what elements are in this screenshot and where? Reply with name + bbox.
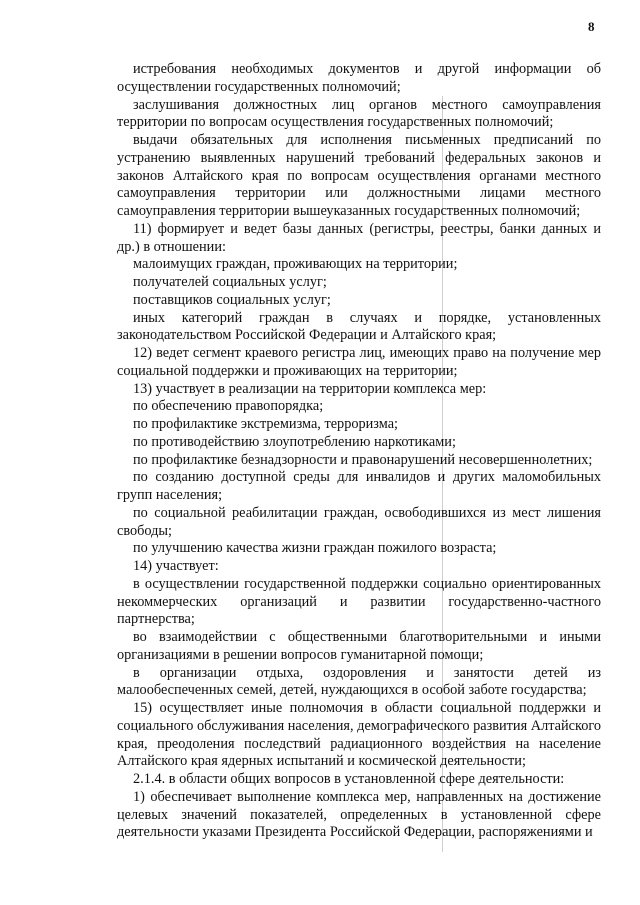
paragraph: по обеспечению правопорядка; (133, 398, 324, 415)
paragraph: по улучшению качества жизни граждан пожилого возраста; (133, 540, 497, 557)
paragraph: по противодействию злоупотреблению наркотиками; (133, 433, 456, 450)
paragraph: выдачи обязательных для исполнения письменных предписаний по устранению выявленных нарушений требований федеральных законов и законов Алтайского края по вопросам осуществления органами местного самоуправления территории или должностными лицами местного самоуправления территории вышеуказанных государственных полномочий; (117, 132, 601, 219)
paragraph: 13) участвует в реализации на территории комплекса мер: (133, 380, 487, 397)
paragraph: по профилактике экстремизма, терроризма; (133, 416, 399, 432)
paragraph: 11) формирует и ведет базы данных (регистры, реестры, банки данных и др.) в отношении: (117, 220, 601, 255)
paragraph: заслушивания должностных лиц органов местного самоуправления территории по вопросам осуществления государственных полномочий; (117, 96, 601, 131)
paragraph: поставщиков социальных услуг; (133, 291, 331, 308)
paragraph: по созданию доступной среды для инвалидов и других маломобильных групп населения; (117, 469, 601, 503)
paragraph: получателей социальных услуг; (133, 274, 327, 290)
paragraph: 15) осуществляет иные полномочия в области социальной поддержки и социального обслуживания населения, демографического развития Алтайского края, преодоления последствий радиационного воздействия на население Алтайского края ядерных испытаний и космической деятельности; (117, 700, 601, 770)
paragraph: иных категорий граждан в случаях и порядке, установленных законодательством Российской Федерации и Алтайского края; (117, 309, 601, 344)
page-number: 8 (588, 19, 595, 34)
paragraph: в осуществлении государственной поддержки социально ориентированных некоммерческих организаций и развитии государственно-частного партнерства; (117, 575, 601, 628)
paragraph: по социальной реабилитации граждан, освободившихся из мест лишения свободы; (117, 504, 601, 539)
paragraph: во взаимодействии с общественными благотворительными и иными организациями в решении вопросов гуманитарной помощи; (117, 629, 601, 663)
paragraph: 2.1.4. в области общих вопросов в установленной сфере деятельности: (133, 771, 565, 787)
paragraph: малоимущих граждан, проживающих на территории; (133, 256, 458, 273)
paragraph: истребования необходимых документов и другой информации об осуществлении государственных полномочий; (117, 61, 601, 95)
document-body (117, 61, 601, 842)
paragraph: 14) участвует: (133, 558, 219, 574)
paragraph: в организации отдыха, оздоровления и занятости детей из малообеспеченных семей, детей, нуждающихся в особой заботе государства; (117, 664, 601, 699)
paragraph: 12) ведет сегмент краевого регистра лиц, имеющих право на получение мер социальной поддержки и проживающих на территории; (117, 345, 601, 379)
paragraph: 1) обеспечивает выполнение комплекса мер, направленных на достижение целевых значений показателей, определенных в установленной сфере деятельности указами Президента Российской Федерации, распоряжениями и (117, 788, 601, 841)
paragraph: по профилактике безнадзорности и правонарушений несовершеннолетних; (133, 451, 593, 468)
